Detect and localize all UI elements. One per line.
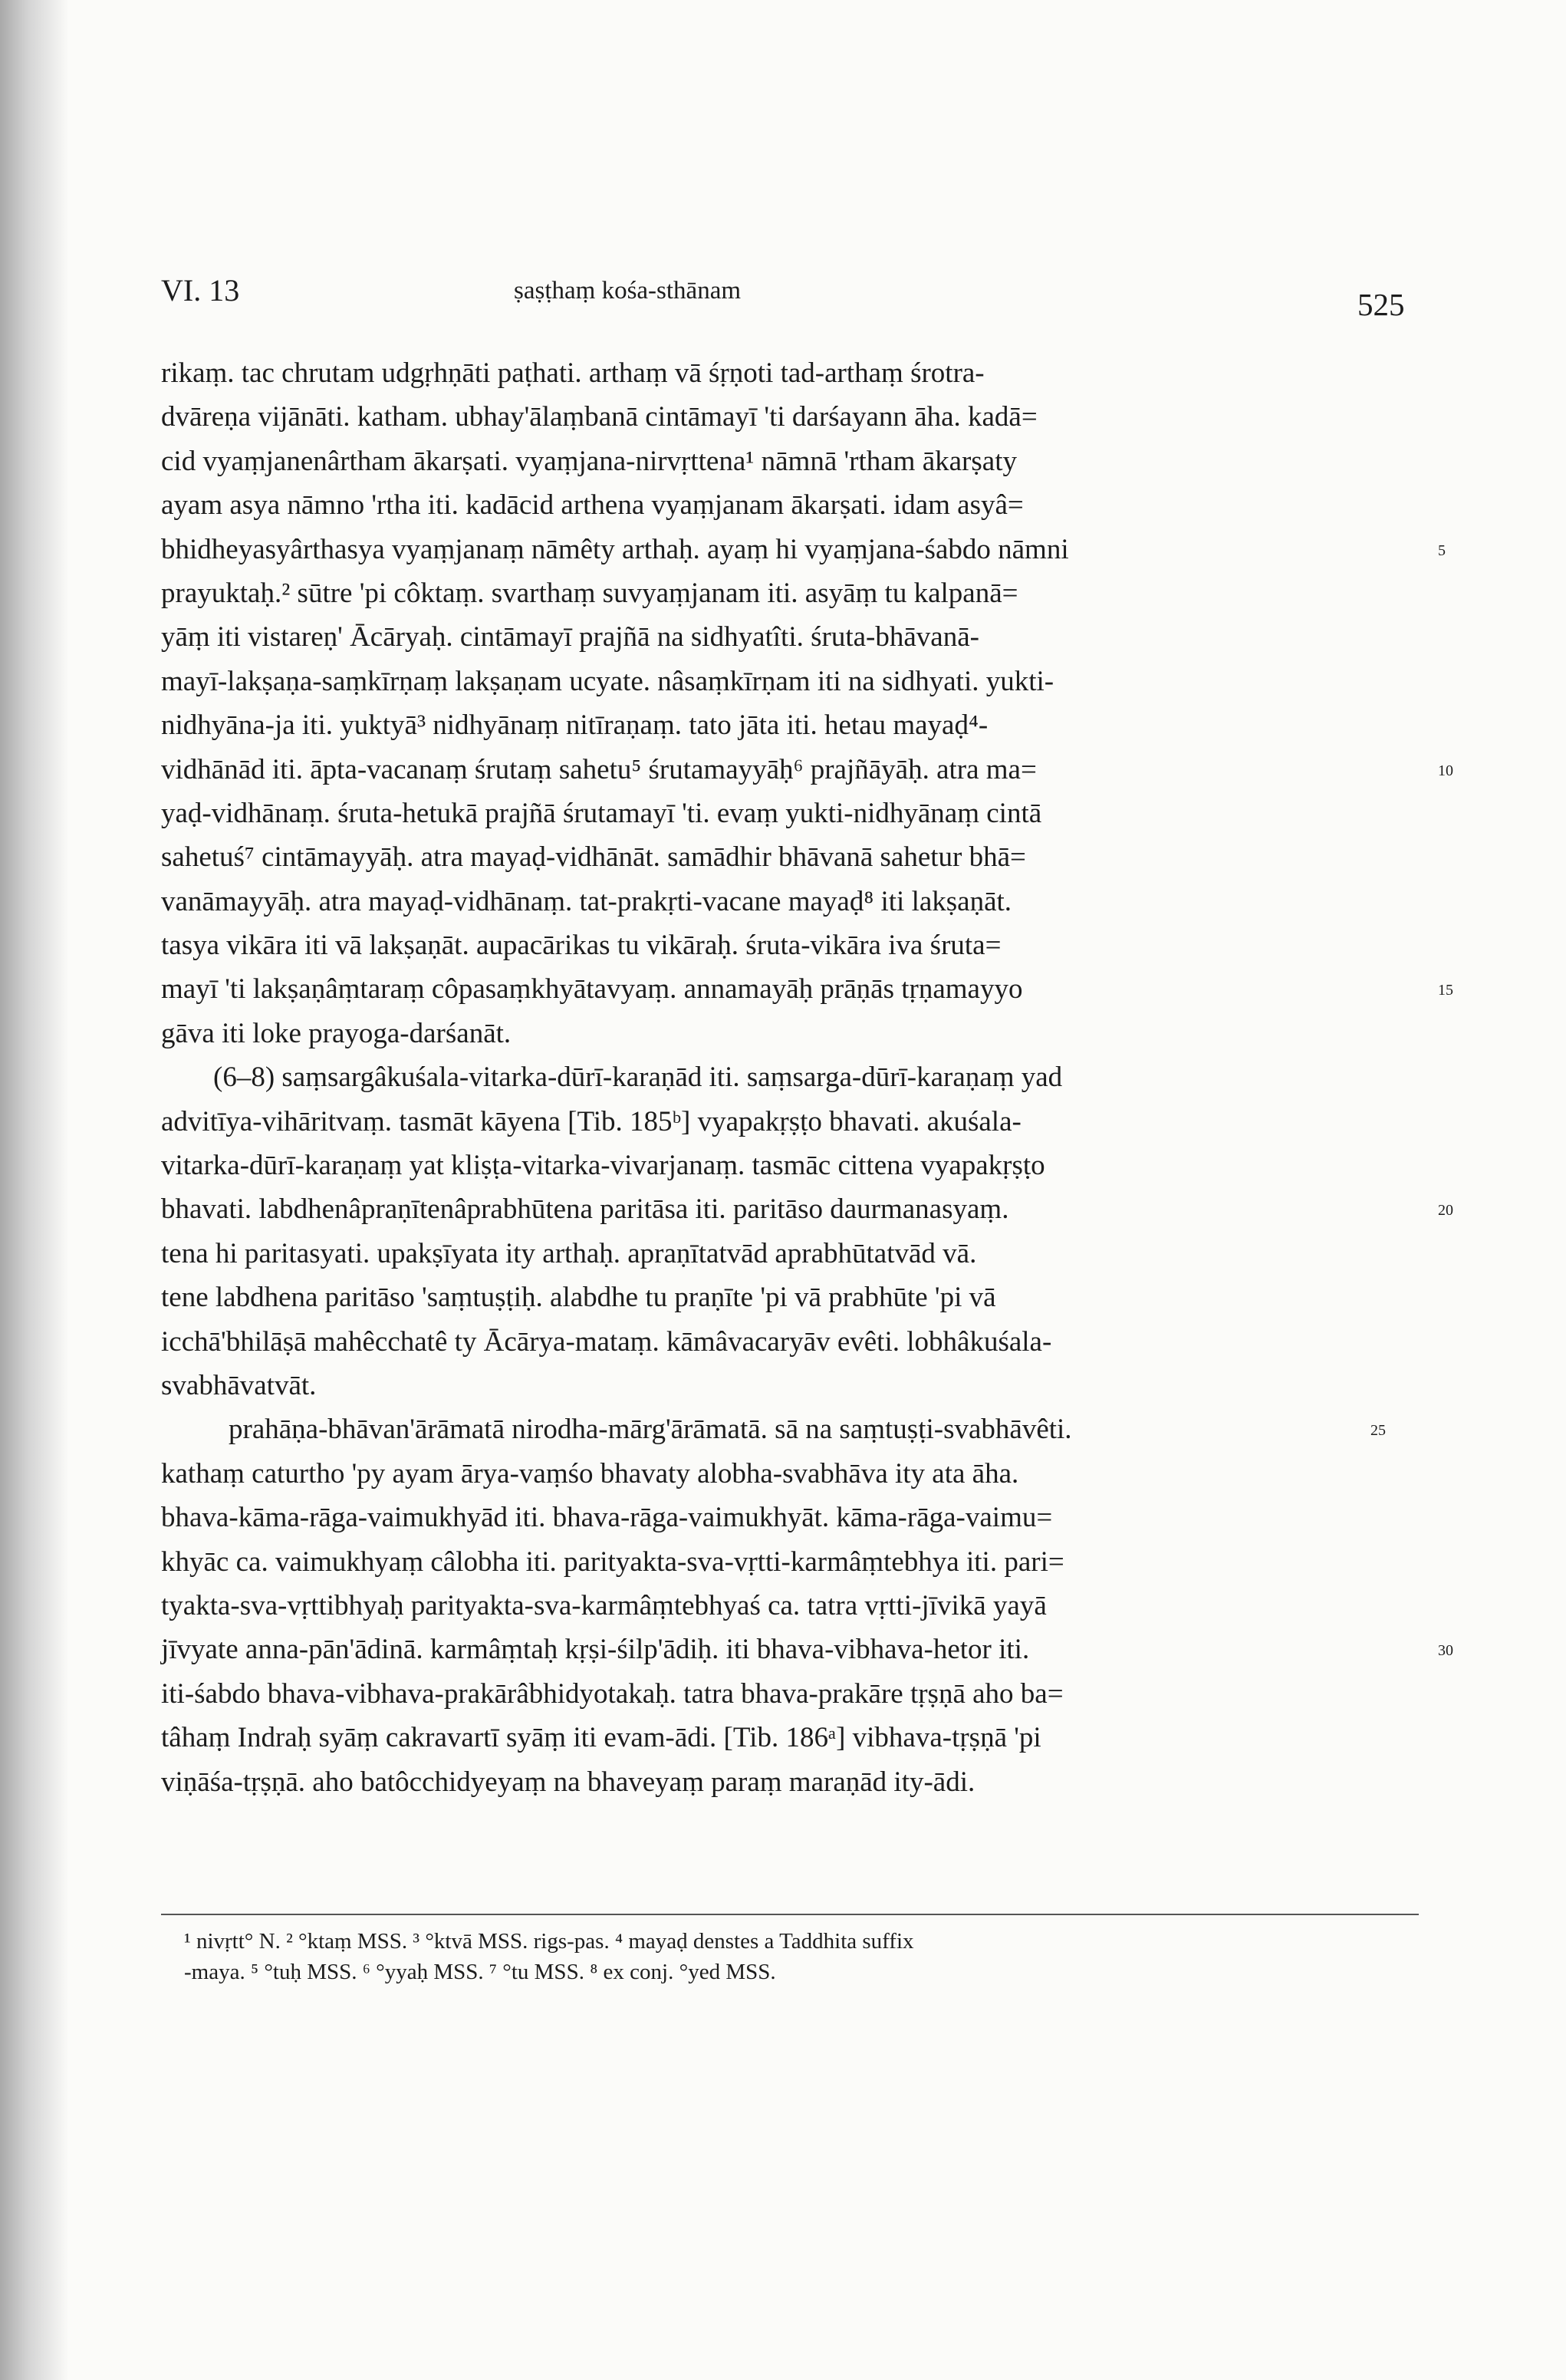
text-line: iti-śabdo bhava-vibhava-prakārâbhidyotakaḥ. tatra bhava-prakāre tṛṣṇā aho ba= xyxy=(161,1677,1064,1710)
text-line: dvāreṇa vijānāti. katham. ubhay'ālaṃbanā cintāmayī 'ti darśayann āha. kadā= xyxy=(161,401,1038,433)
text-line: tâhaṃ Indraḥ syāṃ cakravartī syāṃ iti evam-ādi. [Tib. 186ᵃ] vibhava-tṛṣṇā 'pi xyxy=(161,1722,1041,1754)
line-number: 10 xyxy=(1438,762,1453,779)
text-line-content: prahāṇa-bhāvan'ārāmatā nirodha-mārg'ārāmatā. sā na saṃtuṣṭi-svabhāvêti. xyxy=(229,1414,1072,1446)
text-line: vitarka-dūrī-karaṇaṃ yat kliṣṭa-vitarka-vivarjanaṃ. tasmāc cittena vyapakṛṣṭo xyxy=(161,1150,1045,1182)
line-number: 30 xyxy=(1438,1642,1453,1660)
text-line-content: bhavati. labdhenâpraṇītenâprabhūtena paritāsa iti. paritāso daurmanasyaṃ. xyxy=(161,1193,1009,1226)
text-line xyxy=(161,528,1446,571)
text-line: nidhyāna-ja iti. yuktyā³ nidhyānaṃ nitīraṇaṃ. tato jāta iti. hetau mayaḍ⁴- xyxy=(161,709,989,742)
text-line-content: bhidheyasyârthasya vyaṃjanaṃ nāmêty arthaḥ. ayaṃ hi vyaṃjana-śabdo nāmni xyxy=(161,533,1069,565)
text-line: prayuktaḥ.² sūtre 'pi côktaṃ. svarthaṃ suvyaṃjanam iti. asyāṃ tu kalpanā= xyxy=(161,577,1018,609)
footnote-line: ¹ nivṛtt° N. ² °ktaṃ MSS. ³ °ktvā MSS. rigs-pas. ⁴ mayaḍ denstes a Taddhita suffix xyxy=(184,1929,914,1954)
text-line: viṇāśa-tṛṣṇā. aho batôcchidyeyaṃ na bhaveyaṃ paraṃ maraṇād ity-ādi. xyxy=(161,1766,975,1798)
text-line: gāva iti loke prayoga-darśanāt. xyxy=(161,1017,512,1049)
text-line xyxy=(161,1187,1453,1231)
text-line: advitīya-vihāritvaṃ. tasmāt kāyena [Tib. 185ᵇ] vyapakṛṣṭo bhavati. akuśala- xyxy=(161,1105,1022,1137)
text-line: sahetuś⁷ cintāmayyāḥ. atra mayaḍ-vidhānāt. samādhir bhāvanā sahetur bhā= xyxy=(161,841,1026,874)
text-line: tyakta-sva-vṛttibhyaḥ parityakta-sva-karmâṃtebhyaś ca. tatra vṛtti-jīvikā yayā xyxy=(161,1589,1047,1621)
text-line-content: mayī 'ti lakṣaṇâṃtaraṃ côpasaṃkhyātavyaṃ. annamayāḥ prāṇās tṛṇamayyo xyxy=(161,973,1023,1006)
main-text xyxy=(161,351,1453,1804)
folio-reference: VI. 13 xyxy=(161,273,240,308)
text-line: tasya vikāra iti vā lakṣaṇāt. aupacārikas tu vikāraḥ. śruta-vikāra iva śruta= xyxy=(161,930,1002,962)
line-number: 20 xyxy=(1438,1202,1453,1220)
page-binding-shadow xyxy=(0,0,69,2380)
line-number: 5 xyxy=(1438,542,1446,559)
text-line-paragraph-start: (6–8) saṃsargâkuśala-vitarka-dūrī-karaṇād iti. saṃsarga-dūrī-karaṇaṃ yad xyxy=(213,1062,1063,1094)
page-number: 525 xyxy=(1357,287,1405,322)
text-line: cid vyaṃjanenârtham ākarṣati. vyaṃjana-nirvṛttena¹ nāmnā 'rtham ākarṣaty xyxy=(161,445,1017,477)
text-line: vanāmayyāḥ. atra mayaḍ-vidhānaṃ. tat-prakṛti-vacane mayaḍ⁸ iti lakṣaṇāt. xyxy=(161,885,1012,917)
text-line: icchā'bhilāṣā mahêcchatê ty Ācārya-mataṃ. kāmâvacaryāv evêti. lobhâkuśala- xyxy=(161,1325,1052,1358)
text-line: yāṃ iti vistareṇ' Ācāryaḥ. cintāmayī prajñā na sidhyatîti. śruta-bhāvanā- xyxy=(161,621,979,653)
text-line: tena hi paritasyati. upakṣīyata ity arthaḥ. apraṇītatvād aprabhūtatvād vā. xyxy=(161,1237,977,1269)
text-line: bhava-kāma-rāga-vaimukhyād iti. bhava-rāga-vaimukhyāt. kāma-rāga-vaimu= xyxy=(161,1502,1053,1534)
text-line: mayī-lakṣaṇa-saṃkīrṇaṃ lakṣaṇam ucyate. nâsaṃkīrṇam iti na sidhyati. yukti- xyxy=(161,665,1054,697)
running-title: ṣaṣṭhaṃ kośa-sthānam xyxy=(514,277,742,304)
footnote-line: -maya. ⁵ °tuḥ MSS. ⁶ °yyaḥ MSS. ⁷ °tu MSS. ⁸ ex conj. °yed MSS. xyxy=(184,1960,776,1984)
text-line: ayam asya nāmno 'rtha iti. kadācid arthena vyaṃjanam ākarṣati. idam asyâ= xyxy=(161,489,1024,522)
line-number: 15 xyxy=(1438,982,1453,999)
text-line: rikaṃ. tac chrutam udgṛhṇāti paṭhati. arthaṃ vā śṛṇoti tad-arthaṃ śrotra- xyxy=(161,357,985,389)
text-line: kathaṃ caturtho 'py ayam ārya-vaṃśo bhavaty alobha-svabhāva ity ata āha. xyxy=(161,1457,1019,1490)
text-line: yaḍ-vidhānaṃ. śruta-hetukā prajñā śrutamayī 'ti. evaṃ yukti-nidhyānaṃ cintā xyxy=(161,797,1042,829)
page-header xyxy=(0,272,1566,326)
text-line: svabhāvatvāt. xyxy=(161,1369,317,1401)
text-line: tene labdhena paritāso 'saṃtuṣṭiḥ. alabdhe tu praṇīte 'pi vā prabhūte 'pi vā xyxy=(161,1282,996,1314)
text-line-content: jīvyate anna-pān'ādinā. karmâṃtaḥ kṛṣi-śilp'ādiḥ. iti bhava-vibhava-hetor iti. xyxy=(161,1634,1030,1666)
text-line-paragraph-start xyxy=(161,1407,1419,1451)
text-line xyxy=(161,748,1453,792)
text-line: khyāc ca. vaimukhyaṃ câlobha iti. parityakta-sva-vṛtti-karmâṃtebhya iti. pari= xyxy=(161,1546,1064,1578)
text-line xyxy=(161,967,1453,1011)
footnotes xyxy=(161,1914,1419,1987)
text-line-content: vidhānād iti. āpta-vacanaṃ śrutaṃ sahetu⁵ śrutamayyāḥ⁶ prajñāyāḥ. atra ma= xyxy=(161,753,1037,785)
line-number: 25 xyxy=(1370,1422,1386,1440)
text-line xyxy=(161,1628,1453,1671)
